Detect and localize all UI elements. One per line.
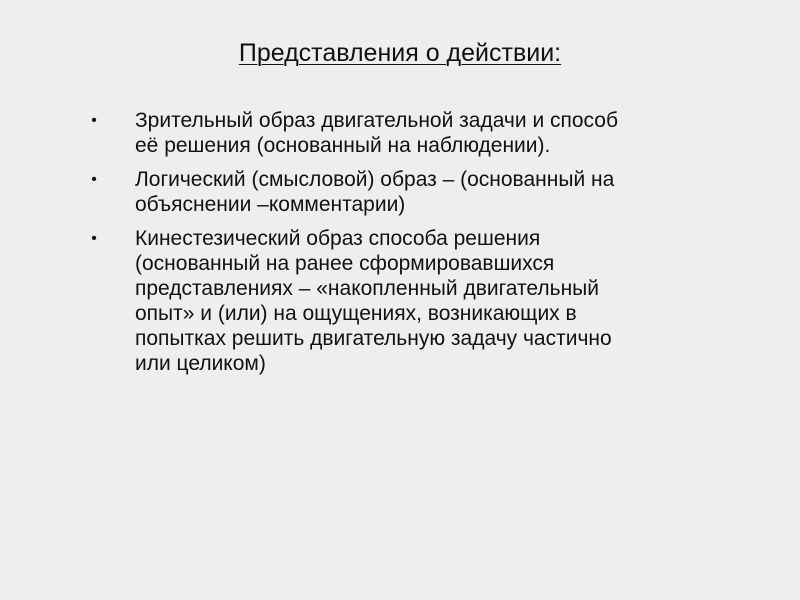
bullet-item-logical-image bbox=[0, 167, 740, 217]
slide-title: Представления о действии: bbox=[238, 39, 562, 67]
bullet-icon: • bbox=[91, 112, 97, 129]
bullet-text-line: или целиком) bbox=[135, 352, 266, 375]
bullet-text-line: её решения (основанный на наблюдении). bbox=[135, 134, 551, 157]
bullet-list bbox=[0, 108, 800, 385]
bullet-icon: • bbox=[91, 230, 97, 247]
bullet-text-line: Зрительный образ двигательной задачи и способ bbox=[135, 109, 618, 132]
bullet-text-line: Логический (смысловой) образ – (основанный на bbox=[135, 168, 615, 191]
bullet-item-visual-image bbox=[0, 108, 740, 158]
bullet-item-kinesthetic-image bbox=[0, 226, 740, 376]
bullet-icon: • bbox=[91, 171, 97, 188]
bullet-text-line: объяснении –комментарии) bbox=[135, 193, 406, 216]
bullet-text-line: представлениях – «накопленный двигательный bbox=[135, 277, 599, 300]
bullet-text-line: Кинестезический образ способа решения bbox=[135, 227, 541, 250]
bullet-text-line: опыт» и (или) на ощущениях, возникающих в bbox=[135, 302, 577, 325]
bullet-text-line: попытках решить двигательную задачу частично bbox=[135, 327, 612, 350]
bullet-text-line: (основанный на ранее сформировавшихся bbox=[135, 252, 555, 275]
